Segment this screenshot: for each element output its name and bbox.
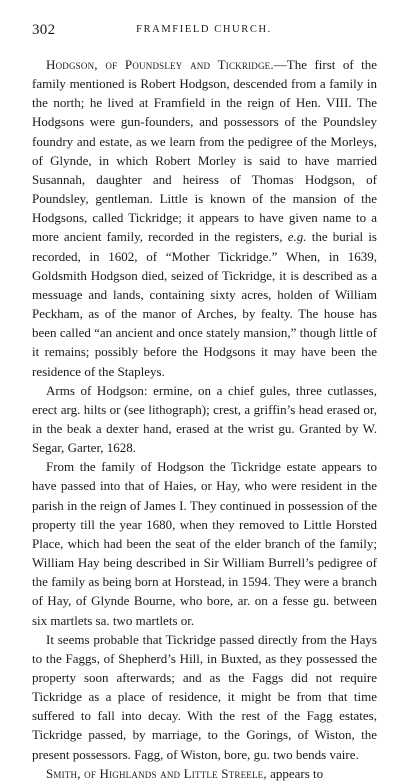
paragraph-family-of-hay: From the family of Hodgson the Tickridge estate appears to have passed into that of Haies, or Hay, who were resident in the parish in the reign of James I. They continued in possession of the property till the year 1680, when they removed to Little Horsted Place, which had been the seat of the elder branch of the family; William Hay being described in Sir William Burrell’s pedigree of the family as being born at Horstead, in 1594. They were a branch of Hay, of Glynde Bourne, who bore, ar. on a fesse gu. between six martlets sa. two martlets or. [32, 459, 377, 628]
paragraph-faggs-of-wiston: It seems probable that Tickridge passed directly from the Hays to the Faggs, of Shepherd’s Hill, in Buxted, as they possessed the property soon afterwards; and as the Faggs did not require Tickridge as a place of residence, it might be from that time suffered to fall into decay. With the rest of the Fagg estates, Tickridge passed, by marriage, to the Gorings, of Wiston, the present possessors. Fagg, of Wiston, bore, gu. two bends vaire. [32, 631, 377, 762]
paragraph-smith [32, 764, 377, 783]
italic-abbreviation: e.g. [287, 229, 307, 245]
page-header [32, 22, 376, 40]
paragraph-hodgson [32, 55, 377, 381]
paragraph-text: appears to [266, 765, 324, 781]
section-lead-hodgson: Hodgson, of Poundsley and Tickridge. [46, 57, 274, 72]
page-number: 302 [32, 22, 56, 38]
body-text [32, 55, 377, 783]
section-lead-smith: Smith, of Highlands and Little Streele, [46, 765, 267, 781]
running-head: FRAMFIELD CHURCH. [136, 24, 272, 35]
paragraph-text: —The first of the family mentioned is Robert Hodgson, descended from a family in the north; he lived at Framfield in the reign of Hen. VIII. The Hodgsons were gun-founders, and possessors of the Poundsley foundry and estate, as we learn from the pedigree of the Morleys, of Glynde, in which Robert Morley is said to have married Susannah, daughter and heiress of Thomas Hodgson, of Poundsley, gentleman. Little is known of the mansion of the Hodgsons, called Tickridge; it appears to have given name to a more ancient family, recorded in the registers, [32, 57, 377, 245]
paragraph-text-continued: the burial is recorded, in 1602, of “Mother Tickridge.” When, in 1639, Goldsmith Hodgson died, seized of Tickridge, it is described as a messuage and lands, containing sixty acres, holden of William Peckham, as of the manor of Arches, by fealty. The house has been called “an ancient and once stately mansion,” though little of it remains; possibly before the Hodgsons it may have been the residence of the Stapleys. [32, 229, 377, 379]
paragraph-arms-of-hodgson: Arms of Hodgson: ermine, on a chief gules, three cutlasses, erect arg. hilts or (see lithograph); crest, a griffin’s head erased or, in the beak a dexter hand, erased at the wrist gu. Granted by W. Segar, Garter, 1628. [32, 382, 377, 456]
